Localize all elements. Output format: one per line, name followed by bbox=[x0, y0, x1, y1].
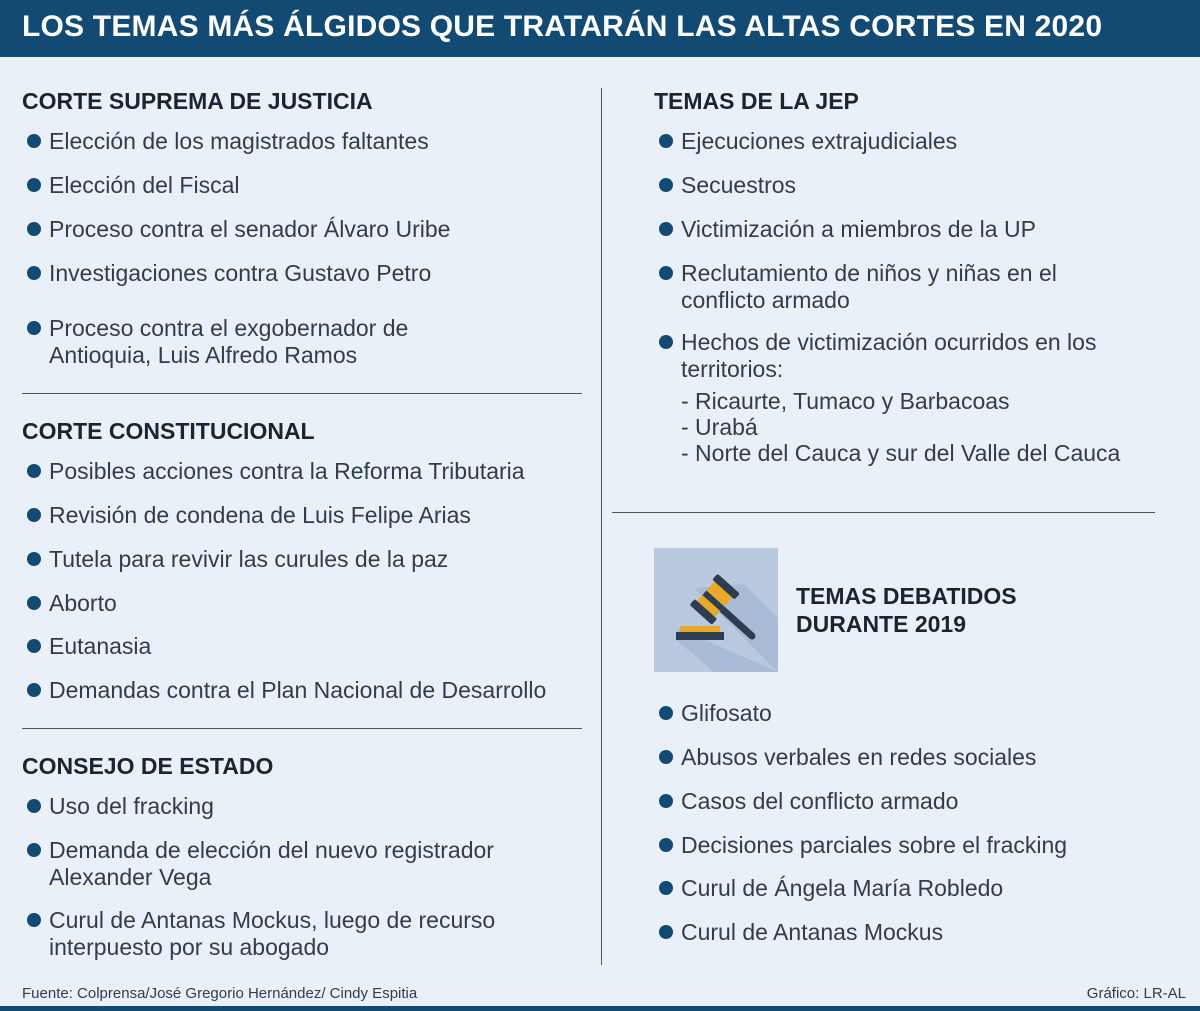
bullet-icon bbox=[27, 799, 41, 813]
section-title-corte-suprema: CORTE SUPREMA DE JUSTICIA bbox=[22, 88, 373, 114]
bullet-icon bbox=[659, 794, 673, 808]
bullet-icon bbox=[27, 552, 41, 566]
section-title-jep: TEMAS DE LA JEP bbox=[654, 88, 859, 114]
bullet-icon bbox=[659, 750, 673, 764]
list-item: Glifosato bbox=[654, 700, 1161, 727]
page-title: LOS TEMAS MÁS ÁLGIDOS QUE TRATARÁN LAS ALTAS CORTES EN 2020 bbox=[22, 10, 1103, 43]
bullet-icon bbox=[27, 596, 41, 610]
list-item: Aborto bbox=[22, 590, 609, 617]
list-item: Victimización a miembros de la UP bbox=[654, 216, 1161, 243]
list-item: Proceso contra el exgobernador de Antioquia, Luis Alfredo Ramos bbox=[22, 315, 449, 369]
list-item: Demandas contra el Plan Nacional de Desarrollo bbox=[22, 677, 609, 704]
bullet-icon bbox=[27, 178, 41, 192]
section-title-corte-constitucional: CORTE CONSTITUCIONAL bbox=[22, 418, 315, 444]
section-title-debatidos: TEMAS DEBATIDOS DURANTE 2019 bbox=[796, 583, 1017, 637]
sub-item: - Urabá bbox=[681, 414, 758, 440]
bullet-icon bbox=[659, 335, 673, 349]
list-item: Curul de Ángela María Robledo bbox=[654, 875, 1161, 902]
list-item: Elección de los magistrados faltantes bbox=[22, 128, 589, 155]
section-divider bbox=[22, 393, 582, 394]
list-item: Ejecuciones extrajudiciales bbox=[654, 128, 1161, 155]
list-item: Investigaciones contra Gustavo Petro bbox=[22, 260, 589, 287]
bullet-icon bbox=[27, 843, 41, 857]
list-item: Uso del fracking bbox=[22, 793, 589, 820]
bullet-icon bbox=[27, 134, 41, 148]
list-item: Casos del conflicto armado bbox=[654, 788, 1161, 815]
list-item: Proceso contra el senador Álvaro Uribe bbox=[22, 216, 589, 243]
list-item: Tutela para revivir las curules de la paz bbox=[22, 546, 609, 573]
bullet-icon bbox=[659, 178, 673, 192]
sub-item: - Norte del Cauca y sur del Valle del Cauca bbox=[681, 440, 1121, 466]
list-item: Reclutamiento de niños y niñas en el conflicto armado bbox=[654, 260, 1101, 314]
list-item: Curul de Antanas Mockus bbox=[654, 919, 1161, 946]
header-bar bbox=[0, 0, 1200, 57]
sub-item: - Ricaurte, Tumaco y Barbacoas bbox=[681, 388, 1010, 414]
bullet-icon bbox=[27, 222, 41, 236]
bullet-icon bbox=[659, 706, 673, 720]
list-item: Curul de Antanas Mockus, luego de recurso interpuesto por su abogado bbox=[22, 907, 549, 961]
bullet-icon bbox=[659, 134, 673, 148]
list-item: Decisiones parciales sobre el fracking bbox=[654, 832, 1161, 859]
bullet-icon bbox=[27, 508, 41, 522]
bullet-icon bbox=[27, 639, 41, 653]
bullet-icon bbox=[659, 222, 673, 236]
bullet-icon bbox=[27, 683, 41, 697]
bullet-icon bbox=[27, 464, 41, 478]
list-item: Demanda de elección del nuevo registrador Alexander Vega bbox=[22, 837, 549, 891]
bullet-icon bbox=[27, 321, 41, 335]
list-item: Elección del Fiscal bbox=[22, 172, 589, 199]
graphic-credit: Gráfico: LR-AL bbox=[1086, 985, 1186, 1002]
section-divider bbox=[22, 728, 582, 729]
bullet-icon bbox=[27, 913, 41, 927]
section-divider bbox=[612, 512, 1155, 513]
list-item: Posibles acciones contra la Reforma Tributaria bbox=[22, 458, 609, 485]
bullet-icon bbox=[659, 925, 673, 939]
list-item: Abusos verbales en redes sociales bbox=[654, 744, 1161, 771]
bottom-bar bbox=[0, 1006, 1200, 1011]
list-item: Hechos de victimización ocurridos en los territorios: bbox=[654, 329, 1101, 383]
list-item: Eutanasia bbox=[22, 633, 609, 660]
list-item: Revisión de condena de Luis Felipe Arias bbox=[22, 502, 609, 529]
gavel-icon bbox=[654, 548, 778, 672]
icon-box bbox=[654, 548, 778, 672]
bullet-icon bbox=[659, 881, 673, 895]
source-credit: Fuente: Colprensa/José Gregorio Hernández/ Cindy Espitia bbox=[22, 985, 418, 1002]
list-item: Secuestros bbox=[654, 172, 1161, 199]
section-title-consejo-estado: CONSEJO DE ESTADO bbox=[22, 753, 274, 779]
bullet-icon bbox=[27, 266, 41, 280]
bullet-icon bbox=[659, 838, 673, 852]
bullet-icon bbox=[659, 266, 673, 280]
column-divider bbox=[601, 88, 602, 965]
